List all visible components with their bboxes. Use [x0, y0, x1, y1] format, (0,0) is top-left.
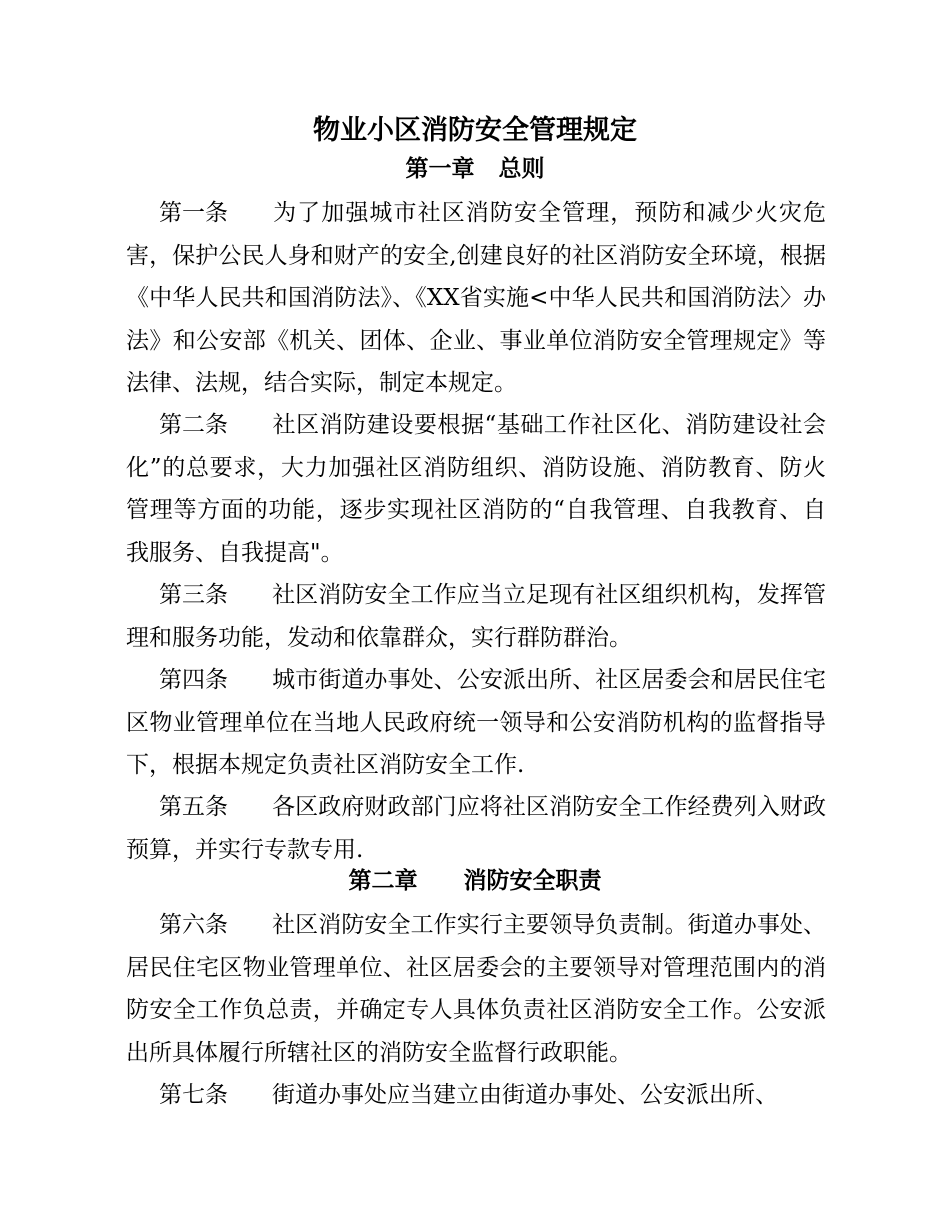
- article-number: 第二条: [159, 412, 228, 438]
- article-number: 第七条: [159, 1082, 228, 1108]
- article-paragraph: [126, 786, 826, 871]
- article-paragraph: [126, 1074, 826, 1117]
- article-text: 为了加强城市社区消防安全管理，预防和减少火灾危害，保护公民人身和财产的安全,创建良好的社区消防安全环境，根据《中华人民共和国消防法》、《XX省实施<中华人民共和国消防法〉办法》和公安部《机关、团体、企业、事业单位消防安全管理规定》等法律、法规，结合实际，制定本规定。: [126, 200, 826, 396]
- article-paragraph: [126, 904, 826, 1074]
- article-text: 社区消防安全工作应当立足现有社区组织机构，发挥管理和服务功能，发动和依靠群众，实行群防群治。: [126, 582, 826, 651]
- chapter-number: 第一章: [405, 156, 475, 182]
- article-text: 街道办事处应当建立由街道办事处、公安派出所、: [272, 1082, 778, 1108]
- article-paragraph: [126, 659, 826, 787]
- article-number: 第四条: [159, 667, 228, 693]
- article-paragraph: [126, 404, 826, 574]
- article-paragraph: [126, 192, 826, 405]
- article-text: 各区政府财政部门应将社区消防安全工作经费列入财政预算，并实行专款专用.: [126, 794, 826, 863]
- article-text: 社区消防安全工作实行主要领导负责制。街道办事处、居民住宅区物业管理单位、社区居委会的主要领导对管理范围内的消防安全工作负总责，并确定专人具体负责社区消防安全工作。公安派出所具体履行所辖社区的消防安全监督行政职能。: [126, 912, 826, 1066]
- article-paragraph: [126, 574, 826, 659]
- article-number: 第五条: [159, 794, 228, 820]
- chapter-name: 总则: [498, 156, 545, 182]
- article-text: 社区消防建设要根据“基础工作社区化、消防建设社会化”的总要求，大力加强社区消防组织、消防设施、消防教育、防火管理等方面的功能，逐步实现社区消防的“自我管理、自我教育、自我服务、自我提高"。: [126, 412, 826, 566]
- chapter-name: 消防安全职责: [463, 868, 602, 894]
- article-number: 第六条: [159, 912, 228, 938]
- article-number: 第三条: [159, 582, 228, 608]
- article-text: 城市街道办事处、公安派出所、社区居委会和居民住宅区物业管理单位在当地人民政府统一领导和公安消防机构的监督指导下，根据本规定负责社区消防安全工作.: [126, 667, 826, 778]
- chapter-heading: [0, 865, 950, 897]
- article-number: 第一条: [159, 200, 228, 226]
- document-title: 物业小区消防安全管理规定: [313, 115, 637, 146]
- chapter-heading: [0, 153, 950, 185]
- chapter-number: 第二章: [348, 868, 418, 894]
